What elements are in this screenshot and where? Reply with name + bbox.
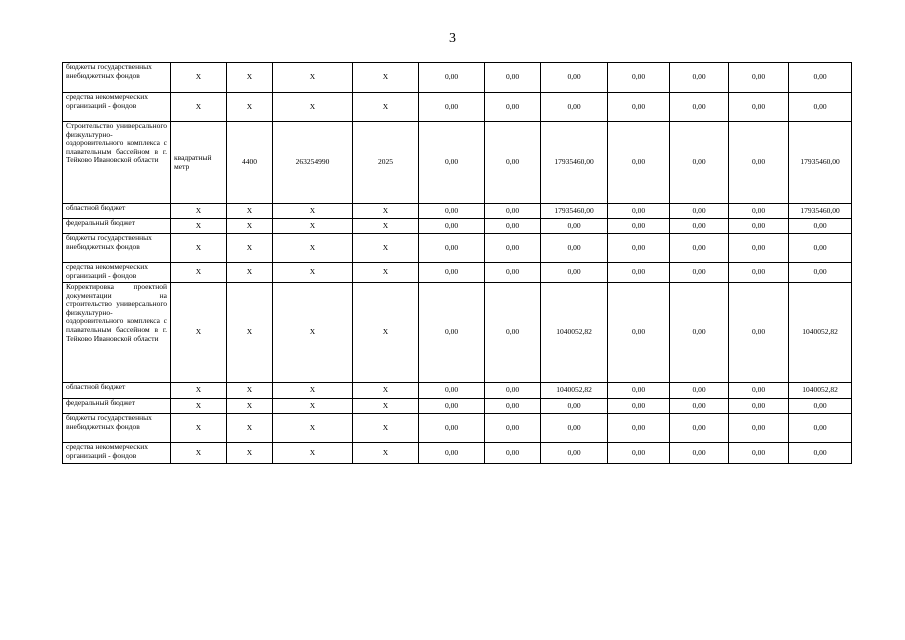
value-cell: 0,00 [670, 219, 729, 234]
year-cell: X [353, 234, 419, 263]
capacity-cell: X [227, 383, 273, 399]
value-cell: 0,00 [729, 122, 789, 204]
capacity-cell: X [227, 234, 273, 263]
year-cell: X [353, 443, 419, 464]
value-cell: 0,00 [789, 219, 852, 234]
year-cell: 2025 [353, 122, 419, 204]
table-body [63, 63, 852, 464]
year-cell: X [353, 93, 419, 122]
value-cell: 17935460,00 [541, 122, 608, 204]
cost-cell: X [273, 383, 353, 399]
value-cell: 0,00 [670, 234, 729, 263]
value-cell: 0,00 [419, 234, 485, 263]
value-cell: 0,00 [729, 414, 789, 443]
value-cell: 0,00 [485, 219, 541, 234]
table-row [63, 219, 852, 234]
row-name-cell: средства некоммерческих организаций - фондов [63, 443, 171, 464]
unit-cell: X [171, 383, 227, 399]
value-cell: 0,00 [670, 63, 729, 93]
table-row [63, 443, 852, 464]
value-cell: 0,00 [789, 263, 852, 283]
value-cell: 1040052,82 [789, 383, 852, 399]
value-cell: 0,00 [485, 204, 541, 219]
unit-cell: X [171, 283, 227, 383]
value-cell: 0,00 [670, 383, 729, 399]
value-cell: 0,00 [541, 63, 608, 93]
row-name-cell: областной бюджет [63, 204, 171, 219]
value-cell: 0,00 [419, 414, 485, 443]
value-cell: 0,00 [670, 122, 729, 204]
value-cell: 0,00 [485, 234, 541, 263]
value-cell: 0,00 [541, 443, 608, 464]
unit-cell: X [171, 234, 227, 263]
value-cell: 0,00 [485, 263, 541, 283]
value-cell: 0,00 [419, 122, 485, 204]
year-cell: X [353, 383, 419, 399]
unit-cell: X [171, 443, 227, 464]
value-cell: 0,00 [541, 234, 608, 263]
value-cell: 1040052,82 [789, 283, 852, 383]
cost-cell: X [273, 443, 353, 464]
value-cell: 0,00 [789, 443, 852, 464]
value-cell: 0,00 [729, 383, 789, 399]
year-cell: X [353, 63, 419, 93]
capacity-cell: X [227, 443, 273, 464]
table-row [63, 204, 852, 219]
value-cell: 0,00 [608, 234, 670, 263]
value-cell: 0,00 [789, 399, 852, 414]
value-cell: 0,00 [485, 93, 541, 122]
value-cell: 0,00 [670, 93, 729, 122]
value-cell: 0,00 [729, 443, 789, 464]
row-name-cell: бюджеты государственных внебюджетных фондов [63, 234, 171, 263]
cost-cell: X [273, 93, 353, 122]
value-cell: 17935460,00 [541, 204, 608, 219]
value-cell: 0,00 [485, 383, 541, 399]
year-cell: X [353, 414, 419, 443]
cost-cell: X [273, 204, 353, 219]
capacity-cell: X [227, 283, 273, 383]
capacity-cell: X [227, 93, 273, 122]
value-cell: 0,00 [729, 283, 789, 383]
unit-cell: X [171, 263, 227, 283]
table-row [63, 283, 852, 383]
value-cell: 0,00 [419, 283, 485, 383]
value-cell: 0,00 [419, 443, 485, 464]
value-cell: 0,00 [419, 383, 485, 399]
value-cell: 0,00 [670, 283, 729, 383]
value-cell: 0,00 [670, 399, 729, 414]
value-cell: 0,00 [789, 234, 852, 263]
value-cell: 0,00 [608, 283, 670, 383]
capacity-cell: X [227, 399, 273, 414]
unit-cell: X [171, 414, 227, 443]
table-row [63, 383, 852, 399]
value-cell: 0,00 [541, 219, 608, 234]
value-cell: 0,00 [729, 93, 789, 122]
unit-cell: X [171, 93, 227, 122]
value-cell: 0,00 [485, 443, 541, 464]
page-number: 3 [449, 31, 456, 46]
value-cell: 0,00 [608, 414, 670, 443]
unit-cell: X [171, 399, 227, 414]
unit-cell: X [171, 63, 227, 93]
value-cell: 0,00 [729, 219, 789, 234]
table-row [63, 263, 852, 283]
capacity-cell: X [227, 414, 273, 443]
value-cell: 0,00 [485, 283, 541, 383]
table-row [63, 122, 852, 204]
value-cell: 0,00 [608, 383, 670, 399]
value-cell: 0,00 [670, 443, 729, 464]
row-name-cell: бюджеты государственных внебюджетных фондов [63, 63, 171, 93]
value-cell: 0,00 [485, 63, 541, 93]
value-cell: 0,00 [670, 204, 729, 219]
value-cell: 1040052,82 [541, 383, 608, 399]
value-cell: 0,00 [485, 122, 541, 204]
capacity-cell: X [227, 263, 273, 283]
value-cell: 0,00 [485, 414, 541, 443]
year-cell: X [353, 263, 419, 283]
value-cell: 0,00 [608, 204, 670, 219]
year-cell: X [353, 204, 419, 219]
cost-cell: X [273, 63, 353, 93]
capacity-cell: X [227, 63, 273, 93]
value-cell: 0,00 [608, 93, 670, 122]
value-cell: 0,00 [419, 219, 485, 234]
table-row [63, 234, 852, 263]
row-name-cell: средства некоммерческих организаций - фондов [63, 263, 171, 283]
value-cell: 0,00 [419, 204, 485, 219]
value-cell: 0,00 [789, 63, 852, 93]
row-name-cell: Строительство универсального физкультурно-оздоровительного комплекса с плавательным бассейном в г. Тейково Ивановской области [63, 122, 171, 204]
value-cell: 17935460,00 [789, 204, 852, 219]
value-cell: 0,00 [729, 63, 789, 93]
year-cell: X [353, 399, 419, 414]
table-row [63, 414, 852, 443]
value-cell: 0,00 [789, 93, 852, 122]
capacity-cell: X [227, 204, 273, 219]
value-cell: 1040052,82 [541, 283, 608, 383]
value-cell: 0,00 [419, 93, 485, 122]
unit-cell: X [171, 204, 227, 219]
value-cell: 0,00 [729, 204, 789, 219]
cost-cell: X [273, 414, 353, 443]
table-row [63, 63, 852, 93]
row-name-cell: областной бюджет [63, 383, 171, 399]
value-cell: 0,00 [608, 399, 670, 414]
value-cell: 0,00 [541, 93, 608, 122]
row-name-cell: Корректировка проектной документации на строительство универсального физкультурно-оздоровительного комплекса с плавательным бассейном в г. Тейково Ивановской области [63, 283, 171, 383]
value-cell: 0,00 [419, 399, 485, 414]
cost-cell: X [273, 234, 353, 263]
row-name-cell: федеральный бюджет [63, 219, 171, 234]
cost-cell: X [273, 219, 353, 234]
year-cell: X [353, 283, 419, 383]
table-row [63, 399, 852, 414]
value-cell: 0,00 [608, 219, 670, 234]
unit-cell: X [171, 219, 227, 234]
value-cell: 0,00 [608, 122, 670, 204]
cost-cell: X [273, 263, 353, 283]
value-cell: 0,00 [419, 63, 485, 93]
unit-cell: квадратный метр [171, 122, 227, 204]
value-cell: 0,00 [608, 443, 670, 464]
value-cell: 0,00 [541, 263, 608, 283]
capacity-cell: X [227, 219, 273, 234]
row-name-cell: бюджеты государственных внебюджетных фондов [63, 414, 171, 443]
capacity-cell: 4400 [227, 122, 273, 204]
row-name-cell: средства некоммерческих организаций - фондов [63, 93, 171, 122]
value-cell: 0,00 [608, 63, 670, 93]
value-cell: 0,00 [419, 263, 485, 283]
row-name-cell: федеральный бюджет [63, 399, 171, 414]
budget-table [62, 62, 852, 464]
table-row [63, 93, 852, 122]
year-cell: X [353, 219, 419, 234]
value-cell: 0,00 [789, 414, 852, 443]
cost-cell: X [273, 399, 353, 414]
value-cell: 0,00 [729, 399, 789, 414]
value-cell: 0,00 [541, 399, 608, 414]
value-cell: 0,00 [485, 399, 541, 414]
value-cell: 17935460,00 [789, 122, 852, 204]
cost-cell: 263254990 [273, 122, 353, 204]
cost-cell: X [273, 283, 353, 383]
value-cell: 0,00 [541, 414, 608, 443]
value-cell: 0,00 [729, 234, 789, 263]
value-cell: 0,00 [670, 414, 729, 443]
value-cell: 0,00 [670, 263, 729, 283]
value-cell: 0,00 [608, 263, 670, 283]
value-cell: 0,00 [729, 263, 789, 283]
